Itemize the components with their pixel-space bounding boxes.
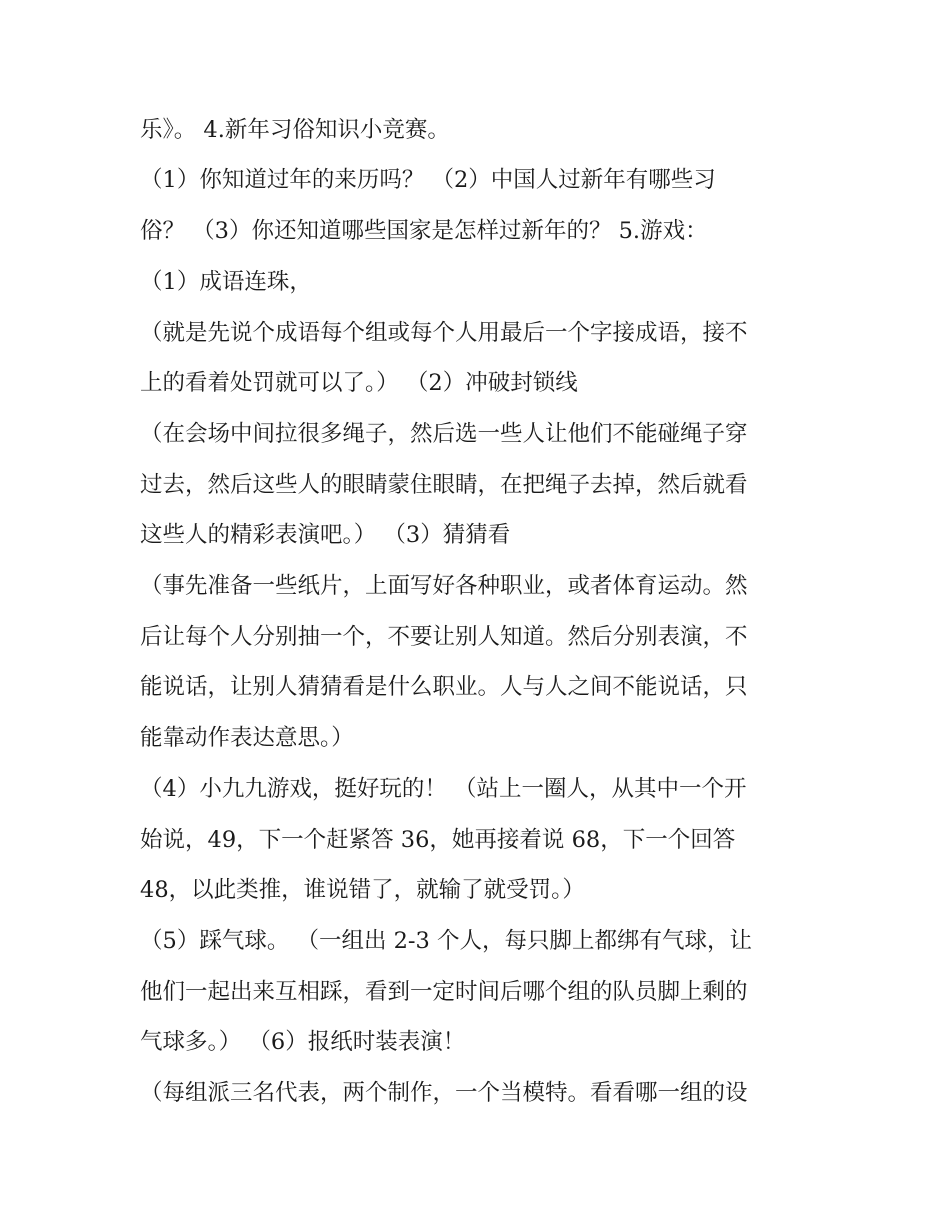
text-line: （事先准备一些纸片，上面写好各种职业，或者体育运动。然: [140, 573, 748, 599]
text-line: 这些人的精彩表演吧。） （3）猜猜看: [140, 522, 511, 548]
text-line: 能说话，让别人猜猜看是什么职业。人与人之间不能说话，只: [140, 674, 748, 700]
text-line: （就是先说个成语每个组或每个人用最后一个字接成语，接不: [140, 320, 748, 346]
text-line: （在会场中间拉很多绳子，然后选一些人让他们不能碰绳子穿: [140, 421, 748, 447]
text-line: （每组派三名代表，两个制作，一个当模特。看看哪一组的设: [140, 1080, 748, 1106]
text-line: 俗？ （3）你还知道哪些国家是怎样过新年的？ 5.游戏：: [140, 218, 708, 244]
text-line: 后让每个人分别抽一个，不要让别人知道。然后分别表演，不: [140, 624, 748, 650]
text-line: 始说，49，下一个赶紧答 36，她再接着说 68，下一个回答: [140, 827, 736, 853]
text-line: （1）你知道过年的来历吗？ （2）中国人过新年有哪些习: [140, 167, 716, 193]
text-line: 上的看着处罚就可以了。） （2）冲破封锁线: [140, 370, 578, 396]
text-line: 48，以此类推，谁说错了，就输了就受罚。）: [140, 877, 585, 903]
text-line: 能靠动作表达意思。）: [140, 725, 354, 751]
text-line: （4）小九九游戏，挺好玩的！ （站上一圈人，从其中一个开: [140, 776, 747, 802]
text-line: 气球多。） （6）报纸时装表演！: [140, 1029, 466, 1055]
text-line: （5）踩气球。 （一组出 2-3 个人，每只脚上都绑有气球，让: [140, 928, 753, 954]
text-line: 乐》。 4.新年习俗知识小竞赛。: [140, 117, 450, 143]
text-line: 过去，然后这些人的眼睛蒙住眼睛，在把绳子去掉，然后就看: [140, 472, 748, 498]
text-line: 他们一起出来互相踩，看到一定时间后哪个组的队员脚上剩的: [140, 979, 748, 1005]
text-line: （1）成语连珠，: [140, 269, 312, 295]
